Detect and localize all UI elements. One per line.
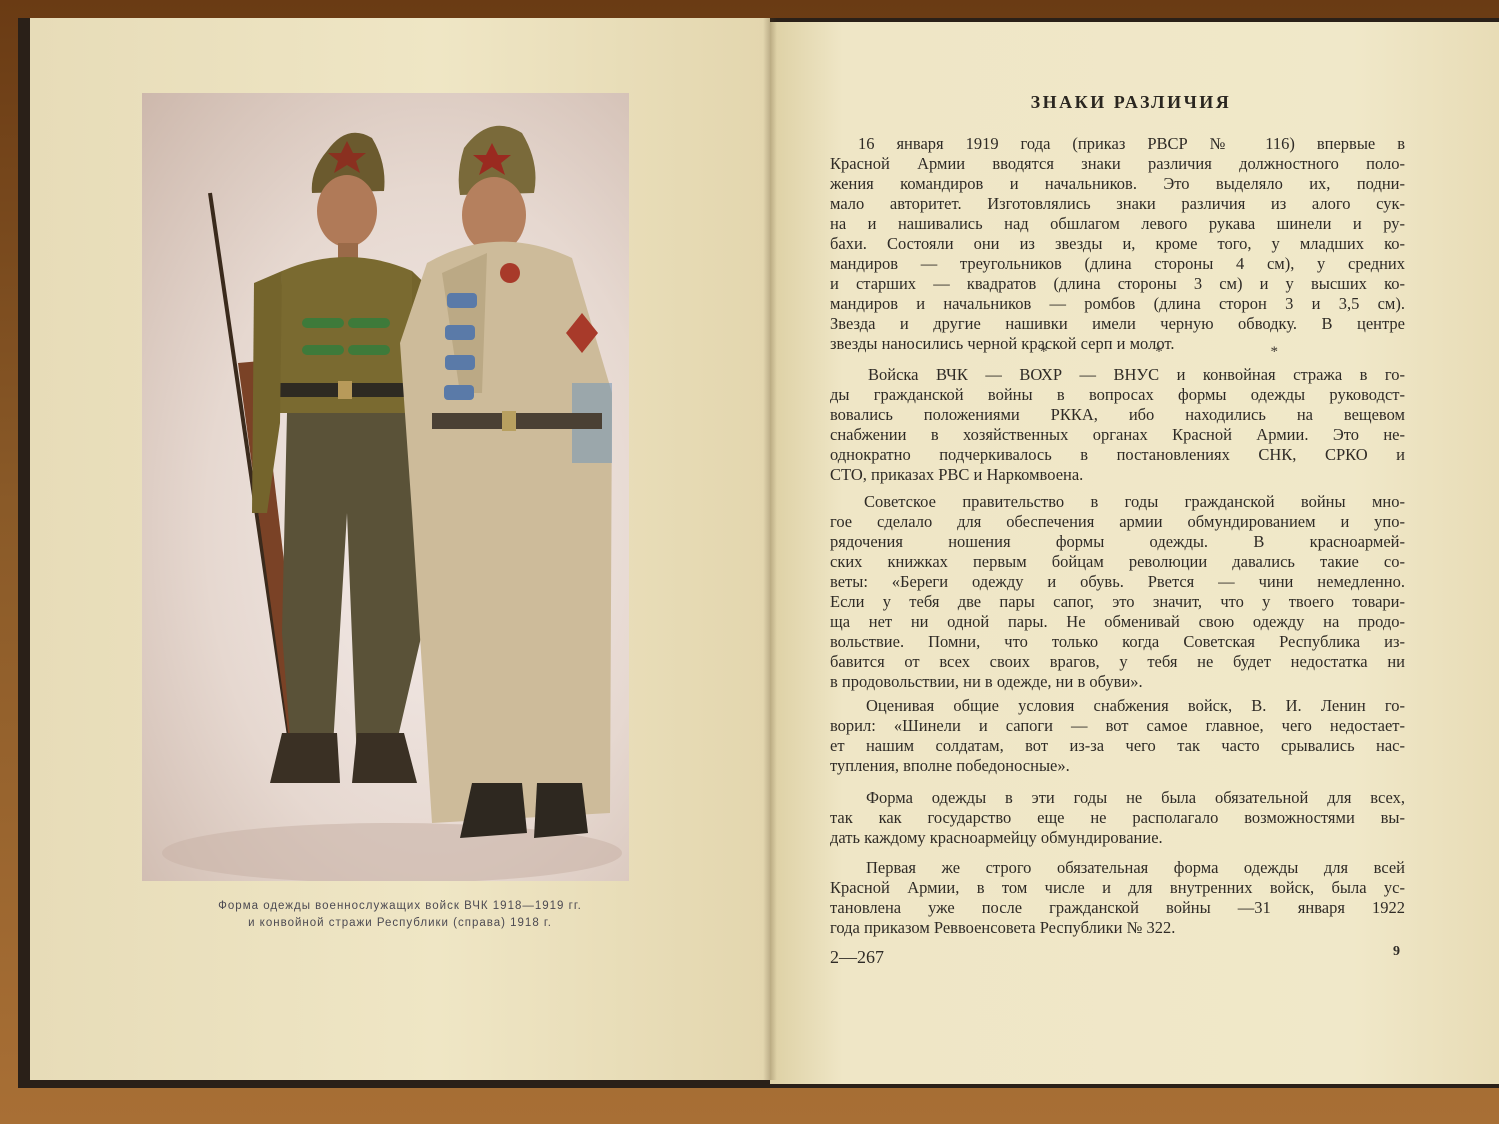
text-line: в продовольствии, ни в одежде, ни в обуви». xyxy=(830,672,1143,691)
text-line: веты: «Береги одежду и обувь. Рвется — чини немедленно. xyxy=(830,572,1405,591)
caption-line: и конвойной стражи Республики (справа) 1918 г. xyxy=(248,917,552,929)
text-line: Войска ВЧК — ВОХР — ВНУС и конвойная стража в го- xyxy=(868,365,1405,384)
text-line: дать каждому красноармейцу обмундирование. xyxy=(830,828,1163,847)
text-line: бахи. Состояли они из звезды и, кроме того, у младших ко- xyxy=(830,234,1405,253)
text-line: Форма одежды в эти годы не была обязательной для всех, xyxy=(866,788,1405,807)
uniform-illustration xyxy=(142,93,629,881)
text-line: снабжении в хозяйственных органах Красной Армии. Это не- xyxy=(830,425,1405,444)
text-line: года приказом Реввоенсовета Республики № 322. xyxy=(830,918,1176,937)
text-line: мандиров — треугольников (длина стороны 4 см), у средних xyxy=(830,254,1405,273)
text-line: 16 января 1919 года (приказ РВСР № 116) впервые в xyxy=(858,134,1405,153)
text-line: Звезда и другие нашивки имели черную обводку. В центре xyxy=(830,314,1405,333)
text-line: Первая же строго обязательная форма одежды для всей xyxy=(866,858,1405,877)
paragraph-5 xyxy=(830,788,1405,848)
text-line: Если у тебя две пары сапог, это значит, что у твоего товари- xyxy=(830,592,1405,611)
text-line: звезды наносились черной краской серп и молот. xyxy=(830,334,1175,353)
open-booklet xyxy=(18,18,1499,1088)
text-line: вольствие. Помни, что только когда Советская Республика из- xyxy=(830,632,1405,651)
text-line: на и нашивались над обшлагом левого рукава шинели и ру- xyxy=(830,214,1405,233)
text-line: жения командиров и начальников. Это выделяло их, подни- xyxy=(830,174,1405,193)
paragraph-6 xyxy=(830,858,1405,938)
text-line: мандиров и начальников — ромбов (длина сторон 3 и 3,5 см). xyxy=(830,294,1405,313)
text-line: рядочения ношения формы одежды. В красноармей- xyxy=(830,532,1405,551)
page-title: ЗНАКИ РАЗЛИЧИЯ xyxy=(1030,92,1232,112)
paragraph-4 xyxy=(830,696,1405,776)
caption-line: Форма одежды военнослужащих войск ВЧК 1918—1919 гг. xyxy=(218,900,582,912)
text-line: вовались положениями РККА, ибо находились на вещевом xyxy=(830,405,1405,424)
illustration-caption xyxy=(170,898,630,932)
text-line: ет нашим солдатам, вот из-за чего так часто срывались нас- xyxy=(830,736,1405,755)
section-separator: * * * xyxy=(1040,344,1330,360)
text-line: так как государство еще не располагало возможностями вы- xyxy=(830,808,1405,827)
paragraph-3 xyxy=(830,492,1405,692)
text-line: ща нет ни одной пары. Не обменивай свою одежду на продо- xyxy=(830,612,1405,631)
left-page xyxy=(30,18,770,1080)
text-line: Советское правительство в годы гражданской войны мно- xyxy=(864,492,1405,511)
paragraph-2 xyxy=(830,365,1405,485)
text-line: однократно подчеркивалось в постановлениях СНК, СРКО и xyxy=(830,445,1405,464)
text-line: Красной Армии, в том числе и для внутренних войск, была ус- xyxy=(830,878,1405,897)
paragraph-1 xyxy=(830,134,1405,354)
page-number: 9 xyxy=(1393,944,1400,959)
text-line: ворил: «Шинели и сапоги — вот самое главное, чего недостает- xyxy=(830,716,1405,735)
soldiers-illustration xyxy=(142,93,629,881)
text-line: Красной Армии вводятся знаки различия должностного поло- xyxy=(830,154,1405,173)
signature-mark: 2—267 xyxy=(830,947,884,967)
text-line: тановлена уже после гражданской войны —31 января 1922 xyxy=(830,898,1405,917)
text-line: ских книжках первым бойцам революции давались такие со- xyxy=(830,552,1405,571)
text-line: Оценивая общие условия снабжения войск, В. И. Ленин го- xyxy=(866,696,1405,715)
text-line: и старших — квадратов (длина стороны 3 см) и у высших ко- xyxy=(830,274,1405,293)
text-line: СТО, приказах РВС и Наркомвоена. xyxy=(830,465,1084,484)
text-line: тупления, вполне победоносные». xyxy=(830,756,1070,775)
right-page xyxy=(770,22,1499,1084)
text-line: ды гражданской войны в вопросах формы одежды руководст- xyxy=(830,385,1405,404)
text-line: гое сделало для обеспечения армии обмундированием и упо- xyxy=(830,512,1405,531)
text-line: мало авторитет. Изготовлялись знаки различия из алого сук- xyxy=(830,194,1405,213)
text-line: бавится от всех своих врагов, у тебя не будет недостатка ни xyxy=(830,652,1405,671)
book-gutter xyxy=(763,18,777,1080)
